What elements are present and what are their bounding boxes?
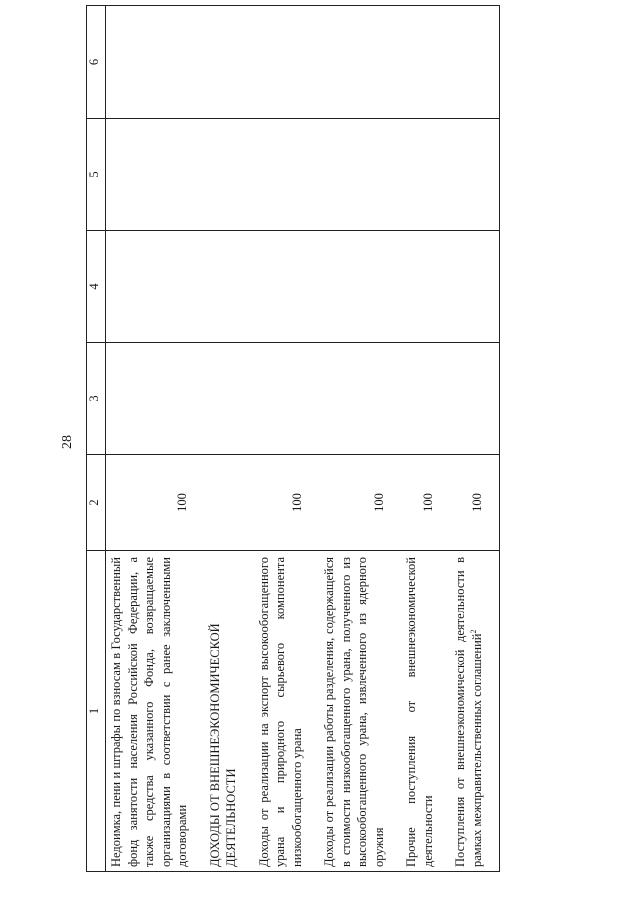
row-name: Доходы от реализации на экспорт высокообогащенного урана и природного сырьевого компонента низкообогащенного урана xyxy=(254,551,320,872)
row-name-section-heading: ДОХОДЫ ОТ ВНЕШНЕЭКОНОМИЧЕСКОЙ ДЕЯТЕЛЬНОСТИ xyxy=(205,551,254,872)
row-cell-5 xyxy=(205,119,254,231)
table-row xyxy=(106,6,205,872)
table-row xyxy=(205,6,254,872)
row-cell-3 xyxy=(401,343,450,455)
header-row xyxy=(87,6,106,872)
row-value: 100 xyxy=(106,455,205,551)
table-row xyxy=(319,6,401,872)
row-cell-4 xyxy=(205,231,254,343)
page-number: 28 xyxy=(60,435,75,449)
table-row xyxy=(401,6,450,872)
row-cell-3 xyxy=(205,343,254,455)
row-name: Недоимка, пени и штрафы по взносам в Государственный фонд занятости населения Российской Федерации, а также средства указанного Фонда, возвращаемые организациями в соответствии с ранее заключенными договорами xyxy=(106,551,205,872)
row-value: 100 xyxy=(254,455,320,551)
row-value: 100 xyxy=(319,455,401,551)
footnote-marker: 2 xyxy=(468,629,478,634)
column-header-2: 2 xyxy=(87,455,106,551)
row-cell-3 xyxy=(319,343,401,455)
row-cell-4 xyxy=(450,231,500,343)
column-header-5: 5 xyxy=(87,119,106,231)
row-cell-6 xyxy=(319,6,401,119)
row-name: Прочие поступления от внешнеэкономической деятельности xyxy=(401,551,450,872)
row-cell-5 xyxy=(319,119,401,231)
row-value xyxy=(205,455,254,551)
row-cell-4 xyxy=(106,231,205,343)
row-cell-6 xyxy=(106,6,205,119)
row-name-text: Поступления от внешнеэкономической деятельности в рамках межправительственных соглашений xyxy=(453,557,484,867)
column-header-1: 1 xyxy=(87,551,106,872)
row-cell-5 xyxy=(254,119,320,231)
column-header-4: 4 xyxy=(87,231,106,343)
row-cell-6 xyxy=(450,6,500,119)
row-name xyxy=(450,551,500,872)
row-value: 100 xyxy=(401,455,450,551)
row-cell-4 xyxy=(401,231,450,343)
row-cell-4 xyxy=(254,231,320,343)
budget-table xyxy=(86,5,500,872)
row-cell-5 xyxy=(450,119,500,231)
table-row xyxy=(254,6,320,872)
table-row xyxy=(450,6,500,872)
rotated-page xyxy=(60,12,620,872)
row-cell-3 xyxy=(106,343,205,455)
row-cell-4 xyxy=(319,231,401,343)
row-cell-6 xyxy=(254,6,320,119)
column-header-6: 6 xyxy=(87,6,106,119)
row-name: Доходы от реализации работы разделения, содержащейся в стоимости низкообогащенного урана, полученного из высокообогащенного урана, извлеченного из ядерного оружия xyxy=(319,551,401,872)
row-cell-3 xyxy=(254,343,320,455)
row-cell-6 xyxy=(205,6,254,119)
row-cell-3 xyxy=(450,343,500,455)
row-cell-6 xyxy=(401,6,450,119)
column-header-3: 3 xyxy=(87,343,106,455)
row-cell-5 xyxy=(106,119,205,231)
row-cell-5 xyxy=(401,119,450,231)
row-value: 100 xyxy=(450,455,500,551)
